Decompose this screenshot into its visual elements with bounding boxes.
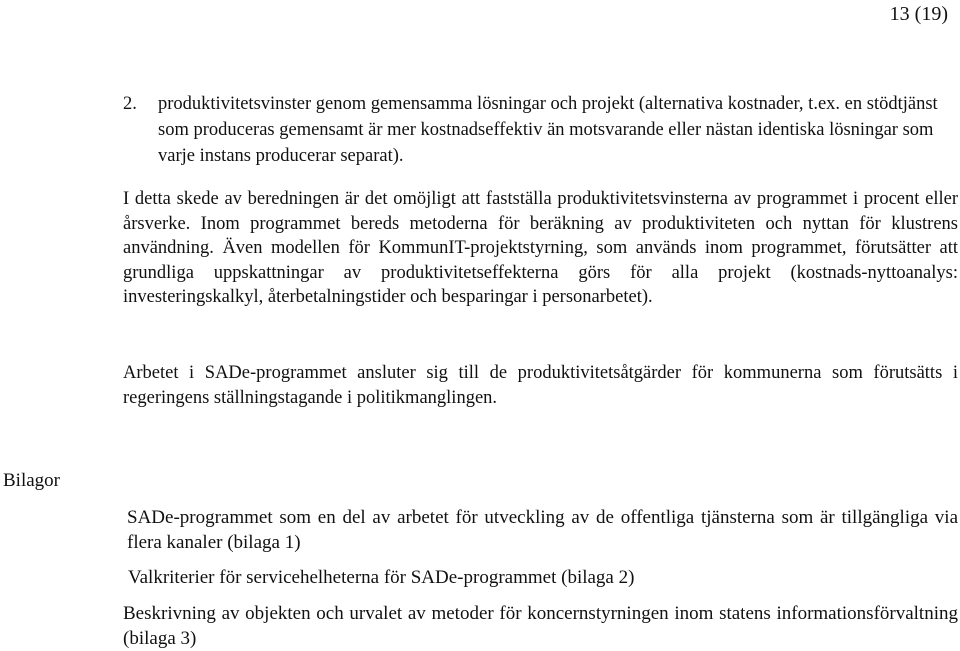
appendix-item-2: Valkriterier för servicehelheterna för SADe-programmet (bilaga 2): [128, 567, 635, 588]
paragraph-sade-program: Arbetet i SADe-programmet ansluter sig till de produktivitetsåtgärder för kommunerna som förutsätts i regeringens ställningstagande i politikmanglingen.: [123, 363, 958, 408]
appendix-item-1: SADe-programmet som en del av arbetet för utveckling av de offentliga tjänsterna som är tillgängliga via flera kanaler (bilaga 1): [127, 507, 958, 553]
list-item-text: produktivitetsvinster genom gemensamma lösningar och projekt (alternativa kostnader, t.ex. en stödtjänst som produceras gemensamt är mer kostnadseffektiv än motsvarande eller nästan identiska lösningar som varje instans producerar separat).: [158, 94, 938, 166]
list-item-number: 2.: [123, 94, 137, 114]
page-number: 13 (19): [889, 3, 948, 25]
appendix-item-3: Beskrivning av objekten och urvalet av metoder för koncernstyrningen inom statens informationsförvaltning (bilaga 3): [123, 603, 958, 649]
paragraph-productivity: I detta skede av beredningen är det omöjligt att fastställa produktivitetsvinsterna av programmet i procent eller årsverke. Inom programmet bereds metoderna för beräkning av produktiviteten och nyttan för klustrens användning. Även modellen för KommunIT-projektstyrning, som används inom programmet, förutsätter att grundliga uppskattningar av produktivitetseffekterna görs för alla projekt (kostnads-nyttoanalys: investeringskalkyl, återbetalningstider och besparingar i personarbetet).: [123, 189, 958, 307]
list-item: [123, 91, 948, 169]
appendix-heading: Bilagor: [3, 470, 60, 491]
